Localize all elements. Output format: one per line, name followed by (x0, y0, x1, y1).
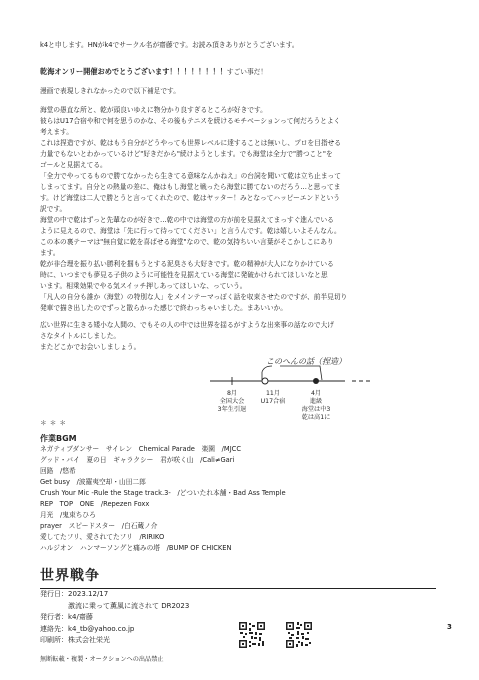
para1-line: ゴールと見据えてる。 (40, 161, 107, 169)
bgm-item: 回路 /悠希 (40, 467, 76, 475)
bgm-list (40, 444, 286, 554)
para1-line: 訳です。 (40, 205, 67, 213)
colophon-row: 発行者：k4/齋藤 (40, 613, 93, 621)
timeline-annotation: このへんの話（捏造） (266, 357, 346, 366)
para1-line: 海堂の愚直な所と、乾が頭良いゆえに物分かり良すぎるところが好きです。 (40, 106, 267, 114)
para1-line: 「全力でやってるもので勝てなかったら生きてる意味なんかねえ」の台詞を聞いて乾は立ち止まって (40, 172, 341, 180)
para1-line: しまってます。自分との熱量の差に、俺はもし海堂と戦ったら海堂に勝てないのだろう…と思ってま (40, 183, 341, 191)
bgm-item: 愛してたフリ、愛されてたフリ /RIRIKO (40, 533, 165, 541)
para2-line: さなタイトルにしました。 (40, 332, 121, 340)
bgm-item: Get busy /波羅夷空却・山田二郎 (40, 478, 146, 486)
marker-apr (313, 378, 319, 384)
colophon-title: 世界戦争 (40, 568, 100, 584)
para1-line: 考えます。 (40, 128, 73, 136)
bgm-item: REP TOP ONE /Repezen Foxx (40, 500, 150, 508)
colophon-row: 連絡先：k4_tb@yahoo.co.jp (40, 624, 135, 633)
bgm-heading: 作業BGM (40, 434, 77, 443)
para1-line: います。相乗効果でやる気スイッチ押しあってほしいな、っていう。 (40, 282, 247, 290)
timeline-label-aug: 8月 全国大会 3年生引退 (217, 390, 247, 413)
para1-line: 乾が非合理を振り払い勝利を掴もうとする泥臭さも大好きです。乾の精神が大人になりかけている (40, 260, 334, 268)
para2-line: またどこかでお会いしましょう。 (40, 343, 141, 351)
timeline-label-nov: 11月 U17合宿 (260, 390, 286, 405)
colophon-row: 激流に乗って薫風に流されて DR2023 (40, 601, 190, 610)
para1-line: この本の裏テーマは"無自覚に乾を喜ばせる海堂"なので、乾の気持ちいい言葉がそこかしこにあり (40, 238, 334, 246)
qr-code-1 (239, 622, 265, 648)
para1-line: 時に、いつまでも夢見る子供のように可能性を見据えている海堂に発破かけられてほしいなと思 (40, 271, 328, 279)
bgm-item: ネガティブダンサー サイレン Chemical Parade 楽園 /MJCC (40, 445, 242, 453)
page-number: 3 (447, 623, 452, 631)
qr-code-2 (286, 622, 312, 648)
bgm-item: Crush Your Mic -Rule the Stage track.3- /どついたれ本舗・Bad Ass Temple (40, 489, 286, 497)
intro-text: k4と申します。HNがk4でサークル名が齋藤です。お読み頂きありがとうございます。 (40, 41, 299, 49)
colophon-row: 印刷所：株式会社栄光 (40, 636, 110, 644)
congrats-tail: すごい事だ！ (226, 68, 268, 76)
congrats-bold: 乾海オンリー開催おめでとうございます！！！！！！！！ (40, 67, 227, 76)
marker-nov (262, 378, 268, 384)
annotation-arrow (280, 366, 322, 380)
colophon-rows (40, 589, 189, 647)
note-text: 漫画で表現しきれなかったので以下補足です。 (40, 87, 180, 95)
annotation-bracket (262, 366, 272, 380)
body-paragraph-1 (40, 105, 347, 314)
para1-line: ます。 (40, 249, 60, 257)
bgm-item: ハルジオン ハンマーソングと痛みの塔 /BUMP OF CHICKEN (40, 544, 232, 552)
colophon-row: 発行日：2023.12/17 (40, 590, 109, 598)
colophon-notice: 無断転載・複製・オークションへの出品禁止 (40, 656, 164, 663)
bgm-item: 月光 /鬼束ちひろ (40, 511, 96, 519)
para1-line: 「凡人の自分も誰か（海堂）の特別な人」をメインテーマっぽく話を収束させたのですが、前半見切り (40, 293, 348, 301)
congrats-line (40, 66, 267, 78)
para1-line: ように見えるので、海堂は「先に行って待っててください」と言うんです。乾は嬉しいよそんなん。 (40, 227, 341, 235)
para1-line: 彼らはU17合宿や和で何を思うのかな、その後もテニスを続けるモチベーションって何だろうとよく (40, 117, 341, 125)
para1-line: 発車で描き出したのでずっと散らかった感じで終わっちゃいました。まあいいか。 (40, 304, 287, 312)
asterisks: ＊＊＊ (40, 419, 70, 427)
body-paragraph-2 (40, 320, 334, 353)
bgm-item: グッド・バイ 夏の日 ギャラクシー 君が咲く山 /Cali≠Gari (40, 456, 235, 464)
para1-line: す。けど海堂は二人で勝とうと言ってくれたので、乾はヤッター！みとなってハッピーエンドという (40, 194, 340, 202)
para2-line: 広い世界に生きる矮小な人間の、でもその人の中では世界を揺るがすような出来事の話なので大げ (40, 321, 334, 329)
para1-line: 力量でもないとわかっているけど"好きだから"続けようとします。でも海堂は全力で"勝つこと"を (40, 150, 333, 158)
bgm-item: prayer スピードスター /白石蔵ノ介 (40, 522, 158, 530)
timeline-label-apr: 4月 進級 海堂は中3 乾は高1に (301, 390, 331, 421)
para1-line: これは捏造ですが、乾はもう自分がどうやっても世界レベルに達することは無いし、プロを目指せる (40, 139, 341, 147)
para1-line: 海堂の中で乾はずっと先輩なのが好きで…乾の中では海堂の方が前を見据えてまっすぐ進んでいる (40, 216, 334, 224)
